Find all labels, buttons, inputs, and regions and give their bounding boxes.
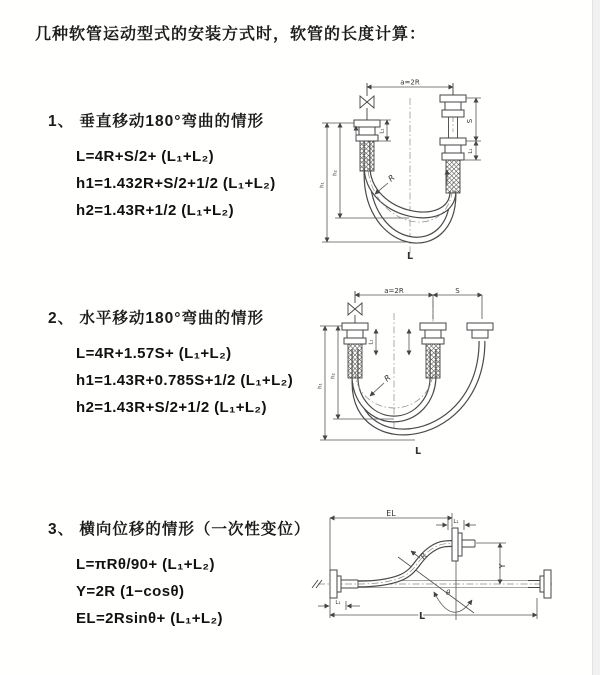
braided-hose-section (426, 344, 440, 378)
dim-label-s: S (466, 118, 474, 124)
flange (420, 323, 446, 330)
flange-bar (540, 576, 544, 592)
theta-arc (434, 592, 472, 612)
formula-line: EL=2Rsinθ+ (L₁+L₂) (76, 610, 223, 627)
dim-label-l1: L₁ (368, 339, 375, 345)
formula-line: L=4R+1.57S+ (L₁+L₂) (76, 345, 232, 362)
theta-diagonal-line (398, 557, 474, 613)
dim-label-l1-bottom: L₁ (335, 600, 341, 606)
dim-label-h1: h₁ (319, 182, 326, 188)
section-horizontal-bend (48, 306, 293, 421)
collar (442, 110, 464, 117)
dim-label-l1-left: L₁ (379, 128, 386, 134)
dim-label-y: Y (498, 563, 507, 569)
length-label: L (414, 446, 422, 457)
nut (472, 330, 488, 338)
valve-icon (360, 96, 374, 108)
braided-hose-section (360, 141, 374, 171)
dim-label-h2: h₂ (332, 170, 339, 176)
radius-leader (370, 383, 384, 396)
section-vertical-bend (48, 109, 276, 224)
flange (452, 528, 458, 561)
nut (425, 330, 441, 338)
valve-icon (348, 303, 362, 315)
dim-label-a2r: a=2R (400, 78, 420, 87)
collar (442, 153, 464, 160)
flange (330, 570, 337, 598)
collar (344, 338, 366, 344)
radius-label: R (418, 551, 430, 562)
dim-label-a2r: a=2R (384, 287, 404, 295)
dim-label-h1: h₁ (317, 383, 324, 389)
nut (359, 127, 375, 135)
flange (467, 323, 493, 330)
section-heading: 1、 垂直移动180°弯曲的情形 (48, 113, 264, 130)
flange-bar (458, 533, 462, 556)
length-label: L (406, 251, 414, 262)
braided-hose-section (446, 160, 460, 193)
section-heading: 3、 横向位移的情形（一次性变位） (48, 521, 311, 538)
radius-label: R (382, 373, 393, 384)
collar (356, 135, 378, 141)
dim-label-s: S (455, 287, 460, 295)
dim-label-el: EL (386, 509, 396, 518)
section-lateral-displacement (48, 517, 310, 632)
page-title: 几种软管运动型式的安装方式时，软管的长度计算： (35, 26, 427, 43)
vertical-bend-diagram (310, 70, 590, 266)
nut (445, 102, 461, 110)
flange (440, 95, 466, 102)
formula-line: h1=1.43R+0.785S+1/2 (L₁+L₂) (76, 372, 294, 389)
formula-line: h2=1.43R+S/2+1/2 (L₁+L₂) (76, 399, 267, 416)
braided-hose-section (348, 344, 362, 378)
formula-list (76, 143, 276, 224)
flange (440, 138, 466, 145)
flange-bar (337, 576, 341, 592)
collar (422, 338, 444, 344)
nut (347, 330, 363, 338)
formula-line: h1=1.432R+S/2+1/2 (L₁+L₂) (76, 175, 276, 192)
nut (445, 145, 461, 153)
formula-line: Y=2R (1−cosθ) (76, 583, 185, 600)
formula-line: L=πRθ/90+ (L₁+L₂) (76, 556, 215, 573)
dim-label-h2: h₂ (330, 373, 337, 379)
horizontal-bend-diagram (310, 283, 590, 463)
flange (354, 120, 380, 127)
formula-list (76, 551, 310, 632)
hose-moved-position (355, 341, 482, 432)
length-label: L (418, 611, 426, 622)
dim-label-l1-top: L₁ (453, 519, 459, 525)
flange (342, 323, 368, 330)
flange (544, 570, 551, 598)
theta-label: θ (446, 589, 451, 597)
formula-line: L=4R+S/2+ (L₁+L₂) (76, 148, 215, 165)
formula-list (76, 340, 293, 421)
formula-line: h2=1.43R+1/2 (L₁+L₂) (76, 202, 235, 219)
section-heading: 2、 水平移动180°弯曲的情形 (48, 310, 264, 327)
lateral-displacement-diagram (300, 500, 600, 645)
dim-label-l1-right: L₁ (468, 148, 474, 154)
radius-label: R (386, 173, 397, 184)
